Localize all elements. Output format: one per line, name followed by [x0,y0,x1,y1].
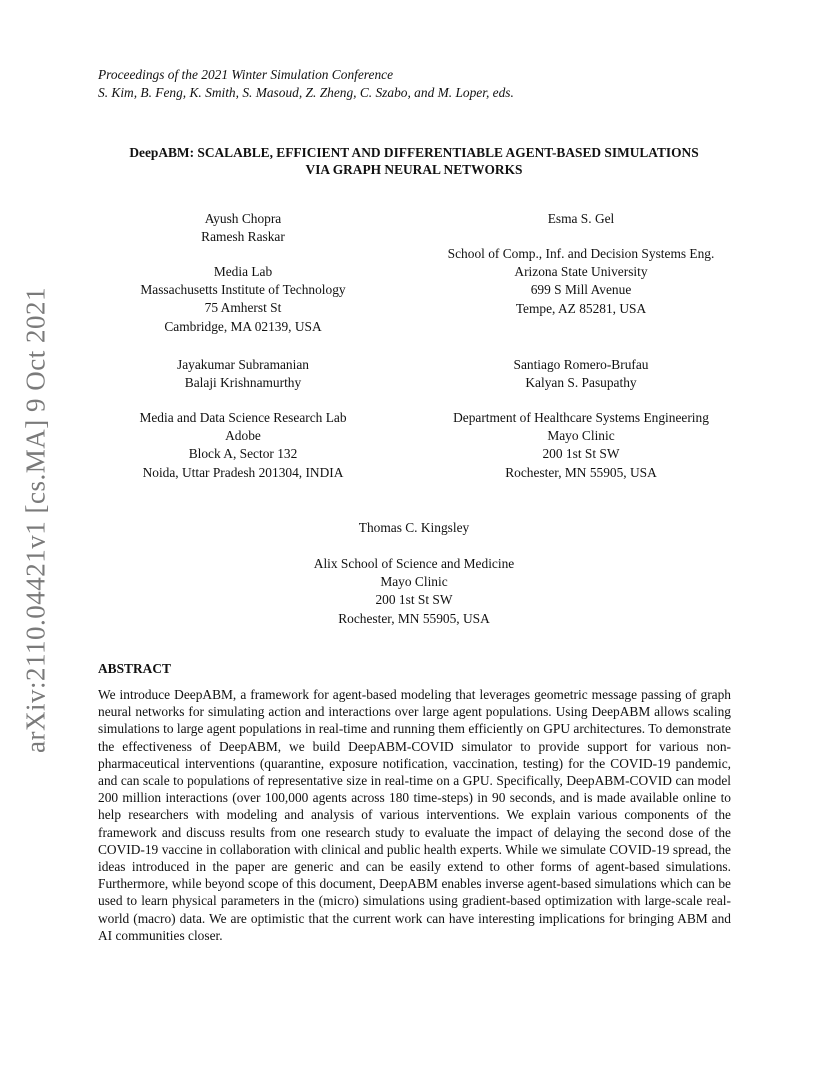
affiliation-line: Media and Data Science Research Lab [139,410,347,425]
affiliation-line: Mayo Clinic [547,428,615,444]
conference-title: Proceedings of the 2021 Winter Simulation Conference [98,67,394,82]
affiliation-line: Cambridge, MA 02139, USA [164,318,322,334]
affiliation-line: School of Comp., Inf. and Decision Systems Eng. [447,246,715,261]
author-name: Thomas C. Kingsley [358,520,470,535]
affiliation-asu [422,245,740,318]
affiliation-line: Rochester, MN 55905, USA [338,610,490,626]
author-name: Jayakumar Subramanian [176,357,309,372]
author-group-mayo [422,356,740,392]
conference-header [98,66,514,102]
affiliation-line: Mayo Clinic [380,574,448,590]
author-group-asu [422,210,740,228]
affiliation-mayo [422,409,740,482]
paper-title [90,144,738,178]
author-name: Ramesh Raskar [201,229,285,245]
abstract-heading: ABSTRACT [98,661,171,676]
affiliation-line: Noida, Uttar Pradesh 201304, INDIA [142,464,344,480]
affiliation-adobe [98,409,388,482]
affiliation-line: Adobe [225,428,261,444]
author-group-mit [98,210,388,246]
author-name: Santiago Romero-Brufau [513,357,649,372]
affiliation-line: Media Lab [213,264,273,279]
author-name: Ayush Chopra [204,211,282,226]
affiliation-line: 699 S Mill Avenue [530,282,632,298]
author-name: Esma S. Gel [547,211,615,226]
affiliation-alix [244,555,584,628]
author-group-adobe [98,356,388,392]
author-group-alix [244,519,584,537]
paper-title-line-1: DeepABM: SCALABLE, EFFICIENT AND DIFFERENTIABLE AGENT-BASED SIMULATIONS [129,145,699,160]
arxiv-identifier: arXiv:2110.04421v1 [cs.MA] 9 Oct 2021 [20,287,51,753]
author-name: Balaji Krishnamurthy [184,375,302,391]
conference-editors: S. Kim, B. Feng, K. Smith, S. Masoud, Z. Zheng, C. Szabo, and M. Loper, eds. [98,85,514,100]
affiliation-line: Department of Healthcare Systems Engineering [453,410,709,425]
affiliation-mit [98,263,388,336]
affiliation-line: Tempe, AZ 85281, USA [515,300,647,316]
affiliation-line: Alix School of Science and Medicine [313,556,515,571]
affiliation-line: 200 1st St SW [375,592,453,608]
affiliation-line: 75 Amherst St [204,300,282,316]
author-name: Kalyan S. Pasupathy [525,375,637,391]
affiliation-line: Block A, Sector 132 [188,446,298,462]
affiliation-line: Massachusetts Institute of Technology [140,282,346,298]
affiliation-line: Rochester, MN 55905, USA [505,464,657,480]
abstract-text: We introduce DeepABM, a framework for agent-based modeling that leverages geometric message passing of graph neural networks for simulating action and interactions over large agent populations. Using DeepABM allows scaling simulations to large agent populations in real-time and running them efficiently on GPU architectures. To demonstrate the effectiveness of DeepABM, we build DeepABM-COVID simulator to provide support for various non-pharmaceutical interventions (quarantine, exposure notification, vaccination, testing) for the COVID-19 pandemic, and can scale to populations of representative size in real-time on a GPU. Specifically, DeepABM-COVID can model 200 million interactions (over 100,000 agents across 180 time-steps) in 90 seconds, and is made available online to help researchers with modeling and analysis of various interventions. We explain various components of the framework and discuss results from one research study to evaluate the impact of delaying the second dose of the COVID-19 vaccine in collaboration with clinical and public health experts. While we simulate COVID-19 spread, the ideas introduced in the paper are generic and can be easily extend to other forms of agent-based simulations. Furthermore, while beyond scope of this document, DeepABM enables inverse agent-based simulations which can be used to learn physical parameters in the (micro) simulations using gradient-based optimization with large-scale real-world (macro) data. We are optimistic that the current work can have interesting implications for bringing ABM and AI communities closer. [98,687,731,943]
affiliation-line: Arizona State University [514,264,648,280]
paper-title-line-2: VIA GRAPH NEURAL NETWORKS [305,162,523,177]
affiliation-line: 200 1st St SW [542,446,620,462]
